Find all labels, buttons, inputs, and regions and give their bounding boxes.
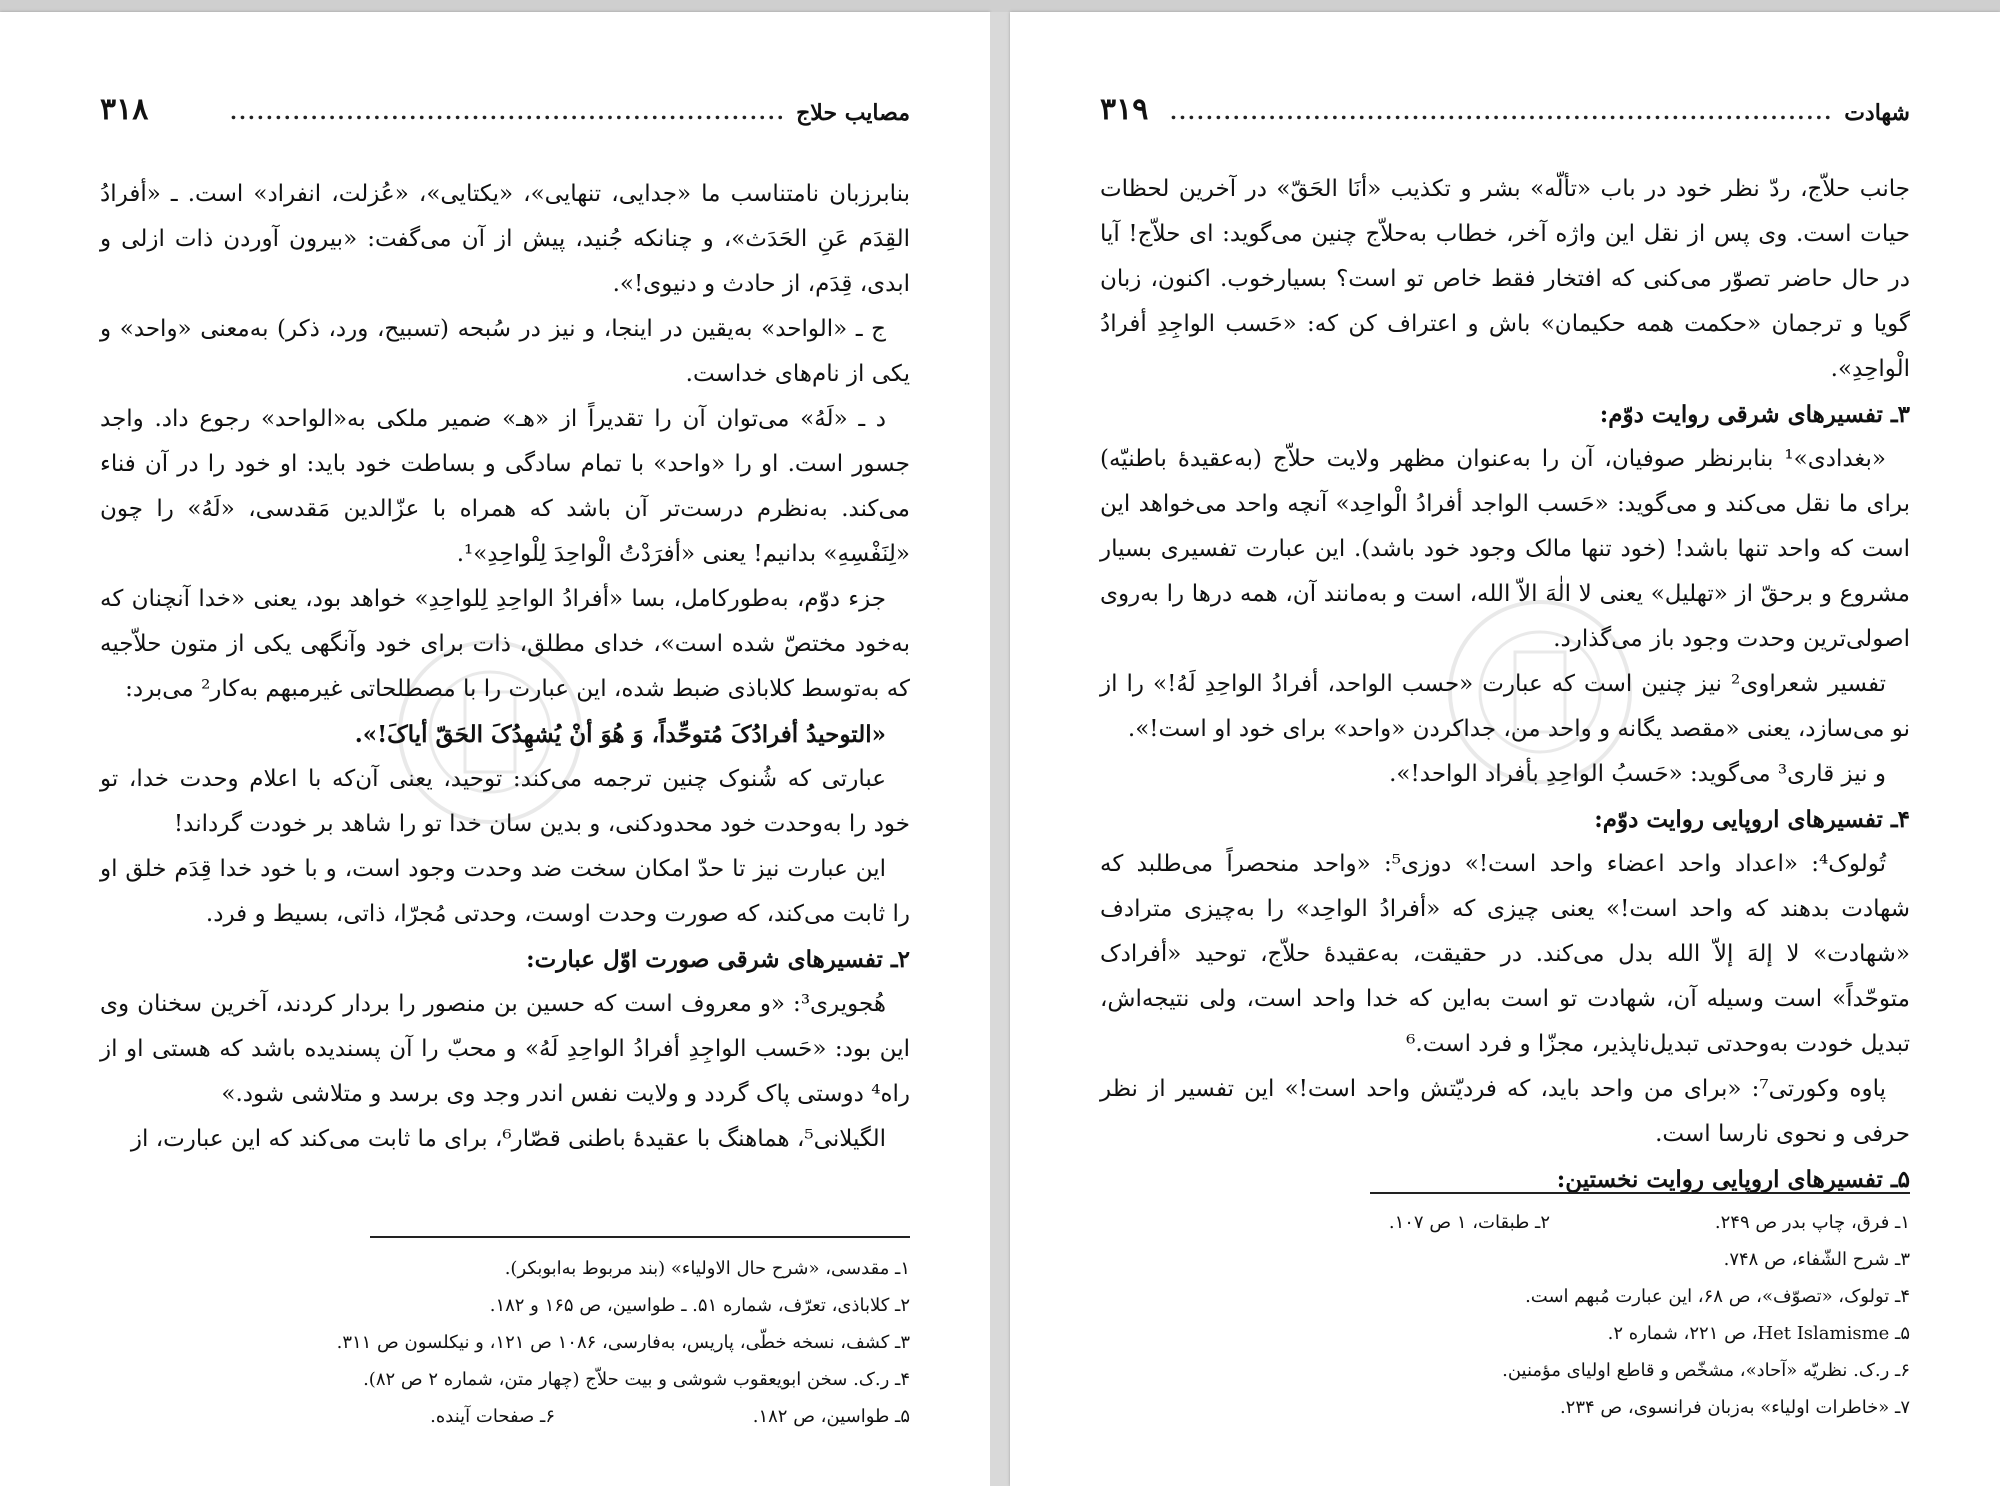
footnote: ۶ـ صفحات آینده. [430,1406,555,1427]
paragraph: تفسیر شعراوی² نیز چنین است که عبارت «حسب الواحد، أفرادُ الواحِدِ لَهُ!» را از نو می‌سازد، یعنی «مقصد یگانه و واحد من، جداکردن «واحد» برای خود او است!». [1100,671,1910,742]
paragraph: «بغدادی»¹ بنابرنظر صوفیان، آن را به‌عنوان مظهر ولایت حلاّج (به‌عقیدهٔ باطنیّه) برای ما نقل می‌کند و می‌گوید: «حَسب الواجد أفرادُ الْواحِد» آنچه واحد می‌خواهد این است که واحد تنها باشد! (خود تنها مالک وجود خود باشد). این عبارت تفسیری بسیار مشروع و برحقّ از «تهلیل» یعنی لا الٰهَ الاّ الله، است و به‌مانند آن، همه درها را به‌روی اصولی‌ترین وحدت وجود باز می‌گذارد. [1100,446,1910,652]
page-319 [1010,12,2000,1486]
page-318 [0,12,990,1486]
footnote: ۳ـ کشف، نسخه خطّی، پاریس، به‌فارسی، ۱۰۸۶ ص ۱۲۱، و نیکلسون ص ۳۱۱. [336,1332,910,1353]
page-number: ۳۱۹ [1100,92,1149,127]
footnote: ۱ـ فرق، چاپ بدر ص ۲۴۹. [1714,1212,1910,1233]
paragraph: بنابرزبان نامتناسب ما «جدایی، تنهایی»، «یکتایی»، «عُزلت، انفراد» است. ـ «أفرادُ القِدَم عَنِ الحَدَث»، و چنانکه جُنید، پیش از آن می‌گفت: «بیرون آوردن ذات ازلی و ابدی، قِدَم، از حادث و دنیوی!». [100,181,910,297]
footnote: ۳ـ شرح الشّفاء، ص ۷۴۸. [1723,1249,1910,1270]
footnote-row [1190,1241,1910,1278]
footnote-row [1190,1204,1910,1241]
running-header [100,92,910,142]
paragraph: عبارتی که شُنوک چنین ترجمه می‌کند: توحید، یعنی آن‌که با اعلام وحدت خدا، تو خود را به‌وحدت خود محدودکنی، و بدین سان خدا تو را شاهد بر خودت گرداند! [100,766,910,837]
footnote-row [1190,1315,1910,1352]
footnote: ۵ـ طواسین، ص ۱۸۲. [752,1406,910,1427]
running-title: مصایب حلاج [796,100,910,126]
footnote-row [1190,1352,1910,1389]
page-number: ۳۱۸ [100,92,149,127]
footnote-row [200,1324,910,1361]
running-title: شهادت [1844,100,1910,126]
paragraph: پاوه وکورتی⁷: «برای من واحد باید، که فردیّتش واحد است!» این تفسیر از نظر حرفی و نحوی نارسا است. [1100,1076,1910,1147]
paragraph: جزء دوّم، به‌طورکامل، بسا «أفرادُ الواحِدِ لِلواحِدِ» خواهد بود، یعنی «خدا آنچنان که به‌خود مختصّ شده است»، خدای مطلق، ذات برای خود وآنگهی یکی از متون حلاّجیه که به‌توسط کلاباذی ضبط شده، این عبارت را با مصطلحاتی غیرمبهم به‌کار² می‌برد: [100,586,910,702]
section-heading: ۳ـ تفسیرهای شرقی روایت دوّم: [1599,401,1910,428]
footnote: ۱ـ مقدسی، «شرح حال الاولیاء» (بند مربوط به‌ابوبکر). [504,1258,910,1279]
footnote-rule [1370,1192,1910,1194]
footnotes [200,1250,910,1435]
page-body [1100,167,1910,1202]
paragraph: الگیلانی⁵، هماهنگ با عقیدهٔ باطنی قصّار⁶، برای ما ثابت می‌کند که این عبارت، از [130,1126,886,1152]
running-header [1100,92,1910,142]
footnote: ۲ـ طبقات، ۱ ص ۱۰۷. [1388,1212,1550,1233]
footnotes [1190,1204,1910,1426]
quote-paragraph: «التوحیدُ أفرادُکَ مُتوحِّداً، وَ هُوَ أنْ یُشهِدُکَ الحَقّ أیاکَ!». [354,721,886,748]
paragraph: و نیز قاری³ می‌گوید: «حَسبُ الواحِدِ بأفراد الواحد!». [1389,761,1886,787]
footnote-row [200,1287,910,1324]
footnote: ۶ـ ر.ک. نظریّه «آحاد»، مشخّص و قاطع اولیای مؤمنین. [1502,1360,1910,1381]
footnote: ۴ـ تولوک، «تصوّف»، ص ۶۸، این عبارت مُبهم است. [1525,1286,1910,1307]
footnote: ۵ـ Het Islamisme، ص ۲۲۱، شماره ۲. [1607,1323,1910,1344]
footnote: ۴ـ ر.ک. سخن ابویعقوب شوشی و بیت حلاّج (چهار متن، شماره ۲ ص ۸۲). [363,1369,910,1390]
paragraph: جانب حلاّج، ردّ نظر خود در باب «تألّه» بشر و تکذیب «أنَا الحَقّ» در آخرین لحظات حیات است. وی پس از نقل این واژه آخر، خطاب به‌حلاّج چنین می‌گوید: ای حلاّج! آیا در حال حاضر تصوّر می‌کنی که افتخار فقط خاص تو است؟ بسیارخوب. اکنون، زبان گویا و ترجمان «حکمت همه حکیمان» باش و اعتراف کن که: «حَسب الواجِدِ أفرادُ الْواحِدِ». [1100,176,1910,382]
footnote-row [200,1361,910,1398]
footnote-row [1190,1389,1910,1426]
section-heading: ۴ـ تفسیرهای اروپایی روایت دوّم: [1594,806,1910,833]
page-body [100,172,910,1162]
footnote-row [1190,1278,1910,1315]
section-heading: ۲ـ تفسیرهای شرقی صورت اوّل عبارت: [526,946,910,973]
paragraph: هُجویری³: «و معروف است که حسین بن منصور را بردار کردند، آخرین سخنان وی این بود: «حَسب الواجِدِ أفرادُ الواحِدِ لَهُ» و محبّ را آن پسندیده باشد که هستی او از راه⁴ دوستی پاک گردد و ولایت نفس اندر وجد وی برسد و متلاشی شود.» [100,991,910,1107]
footnote: ۲ـ کلاباذی، تعرّف، شماره ۵۱. ـ طواسین، ص ۱۶۵ و ۱۸۲. [489,1295,910,1316]
leader-dots: .............................................................. [230,100,786,124]
paragraph: تُولوک⁴: «اعداد واحد اعضاء واحد است!» دوزی⁵: «واحد منحصراً می‌طلبد که شهادت بدهند که واحد است!» یعنی چیزی که «أفرادُ الواحِد» را به‌چیزی مترادف «شهادت» لا إلهَ إلاّ الله بدل می‌کند. در حقیقت، به‌عقیدهٔ حلاّج، توحید «أفرادک متوحّداً» است وسیله آن، شهادت تو است به‌این که خدا واحد است، ولی نتیجه‌اش، تبدیل خودت به‌وحدتی تبدیل‌ناپذیر، مجزّا و فرد است.⁶ [1100,851,1910,1057]
paragraph: ج ـ «الواحد» به‌یقین در اینجا، و نیز در سُبحه (تسبیح، ورد، ذکر) به‌معنی «واحد» و یکی از نام‌های خداست. [100,316,910,387]
footnote-row [200,1398,910,1435]
paragraph: این عبارت نیز تا حدّ امکان سخت ضد وحدت وجود است، و با خود خدا قِدَم خلق او را ثابت می‌کند، که صورت وحدت اوست، وحدتی مُجرّا، ذاتی، بسیط و فرد. [100,856,910,927]
footnote-rule [370,1236,910,1238]
footnote-row [200,1250,910,1287]
footnote: ۷ـ «خاطرات اولیاء» به‌زبان فرانسوی، ص ۲۳۴. [1559,1397,1910,1418]
leader-dots: .......................................................................... [1170,100,1834,124]
page-gutter [990,12,1010,1486]
section-heading: ۵ـ تفسیرهای اروپایی روایت نخستین: [1556,1166,1910,1193]
paragraph: د ـ «لَهُ» می‌توان آن را تقدیراً از «هـ» ضمیر ملکی به«الواحد» رجوع داد. واجد جسور است. او را «واحد» با تمام سادگی و بساطت خود باید: او خود را در آن فناء می‌کند. به‌نظرم درست‌تر آن باشد که همراه با عزّالدین مَقدسی، «لَهُ» را چون «لِنَفْسِهِ» بدانیم! یعنی «أفرَدْتُ الْواحِدَ لِلْواحِدِ»¹. [100,406,910,567]
